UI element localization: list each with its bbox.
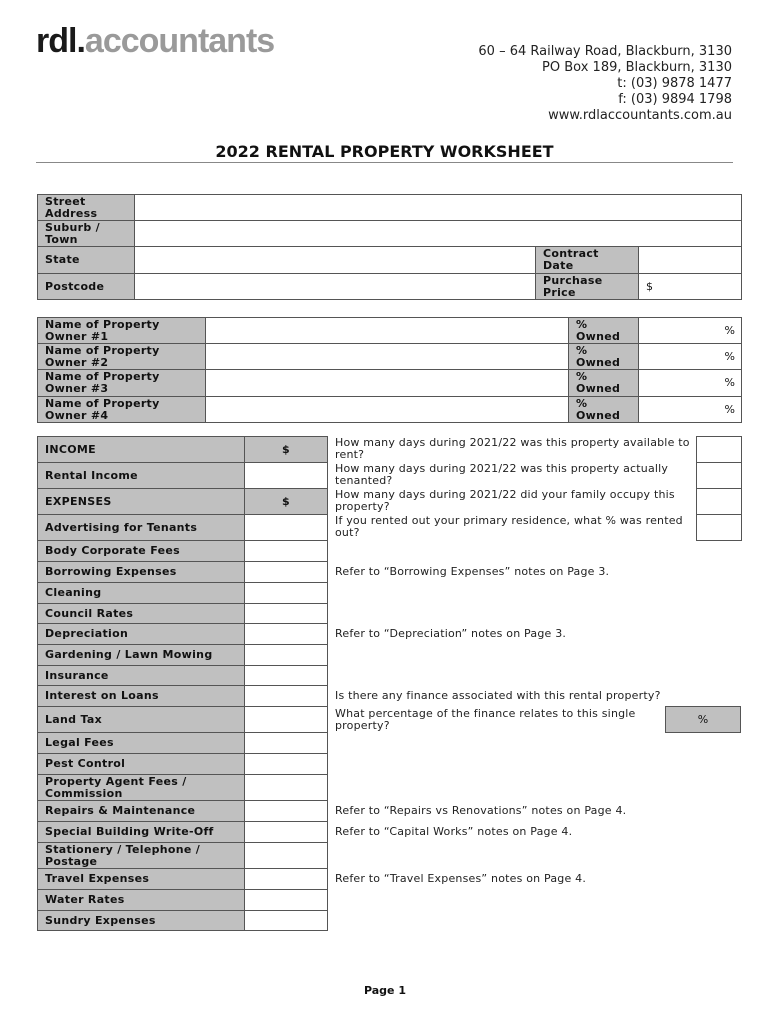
note-capital-works: Refer to “Capital Works” notes on Page 4.	[335, 825, 573, 838]
expense-label-insurance: Insurance	[37, 665, 245, 686]
owner-4-owned-label: % Owned	[568, 396, 639, 423]
fax-line: f: (03) 9894 1798	[618, 92, 732, 107]
expense-label-gardening: Gardening / Lawn Mowing	[37, 644, 245, 666]
owner-2-input[interactable]	[205, 343, 569, 370]
percent-sign: %	[724, 349, 735, 363]
expense-input-water-rates[interactable]	[244, 889, 328, 911]
logo	[36, 24, 274, 58]
owner-1-label: Name of Property Owner #1	[37, 317, 206, 344]
state-input[interactable]	[134, 246, 536, 274]
logo-bold-text: rdl.	[36, 22, 85, 60]
expense-input-borrowing[interactable]	[244, 561, 328, 583]
title-divider	[36, 162, 733, 163]
owner-3-owned-label: % Owned	[568, 369, 639, 397]
purchase-price-label: Purchase Price	[535, 273, 639, 300]
question-finance-pct: What percentage of the finance relates to this single property?	[335, 707, 636, 732]
street-address-input[interactable]	[134, 194, 742, 221]
owner-2-pct-input[interactable]	[638, 343, 742, 370]
expense-input-travel[interactable]	[244, 868, 328, 890]
expense-label-repairs: Repairs & Maintenance	[37, 800, 245, 822]
website-link[interactable]: www.rdlaccountants.com.au	[548, 108, 732, 123]
expense-input-advertising[interactable]	[244, 514, 328, 541]
postcode-label: Postcode	[37, 273, 135, 300]
expense-label-interest: Interest on Loans	[37, 685, 245, 707]
expense-label-cleaning: Cleaning	[37, 582, 245, 604]
expense-input-stationery[interactable]	[244, 842, 328, 869]
expense-input-council-rates[interactable]	[244, 603, 328, 624]
page-title: 2022 RENTAL PROPERTY WORKSHEET	[215, 142, 554, 161]
income-header: INCOME	[37, 436, 245, 463]
expense-input-agent-fees[interactable]	[244, 774, 328, 801]
question-days-family: How many days during 2021/22 did your family occupy this property?	[335, 488, 675, 513]
owner-1-input[interactable]	[205, 317, 569, 344]
address-line: PO Box 189, Blackburn, 3130	[542, 60, 732, 75]
expense-label-agent-fees: Property Agent Fees / Commission	[37, 774, 245, 801]
percent-sign: %	[724, 376, 735, 389]
expense-label-council-rates: Council Rates	[37, 603, 245, 624]
logo-light-text: accountants	[84, 22, 275, 60]
address-line: 60 – 64 Railway Road, Blackburn, 3130	[478, 44, 732, 59]
expenses-currency-header: $	[244, 488, 328, 515]
percent-sign: %	[724, 323, 735, 337]
street-address-label: Street Address	[37, 194, 135, 221]
expense-input-depreciation[interactable]	[244, 623, 328, 645]
expenses-header: EXPENSES	[37, 488, 245, 515]
rental-income-label: Rental Income	[37, 462, 245, 489]
contract-date-label: Contract Date	[535, 246, 639, 274]
expense-label-borrowing: Borrowing Expenses	[37, 561, 245, 583]
days-tenanted-input[interactable]	[696, 462, 742, 489]
owner-4-label: Name of Property Owner #4	[37, 396, 206, 423]
suburb-label: Suburb / Town	[37, 220, 135, 247]
expense-label-pest-control: Pest Control	[37, 753, 245, 775]
expense-label-body-corporate: Body Corporate Fees	[37, 540, 245, 562]
note-travel: Refer to “Travel Expenses” notes on Page 4.	[335, 872, 587, 885]
owner-3-pct-input[interactable]	[638, 369, 742, 397]
suburb-input[interactable]	[134, 220, 742, 247]
contract-date-input[interactable]	[638, 246, 742, 274]
days-family-input[interactable]	[696, 488, 742, 515]
finance-pct-input[interactable]	[665, 706, 741, 733]
days-available-input[interactable]	[696, 436, 742, 463]
expense-input-interest[interactable]	[244, 685, 328, 707]
expense-input-insurance[interactable]	[244, 665, 328, 686]
expense-label-stationery: Stationery / Telephone / Postage	[37, 842, 245, 869]
expense-input-sundry[interactable]	[244, 910, 328, 931]
expense-input-pest-control[interactable]	[244, 753, 328, 775]
owner-4-pct-input[interactable]	[638, 396, 742, 423]
owner-3-label: Name of Property Owner #3	[37, 369, 206, 397]
expense-input-gardening[interactable]	[244, 644, 328, 666]
expense-input-repairs[interactable]	[244, 800, 328, 822]
percent-sign: %	[724, 402, 735, 416]
note-borrowing: Refer to “Borrowing Expenses” notes on Page 3.	[335, 565, 610, 578]
owner-4-input[interactable]	[205, 396, 569, 423]
expense-label-land-tax: Land Tax	[37, 706, 245, 733]
owner-2-label: Name of Property Owner #2	[37, 343, 206, 370]
income-currency-header: $	[244, 436, 328, 463]
rental-income-input[interactable]	[244, 462, 328, 489]
address-block	[478, 44, 732, 124]
question-days-tenanted: How many days during 2021/22 was this property actually tenanted?	[335, 462, 669, 487]
owner-1-pct-input[interactable]	[638, 317, 742, 344]
expense-label-travel: Travel Expenses	[37, 868, 245, 890]
expense-label-sundry: Sundry Expenses	[37, 910, 245, 931]
expense-label-legal-fees: Legal Fees	[37, 732, 245, 754]
question-finance: Is there any finance associated with this rental property?	[335, 689, 661, 702]
owner-1-owned-label: % Owned	[568, 317, 639, 344]
owner-2-owned-label: % Owned	[568, 343, 639, 370]
dollar-sign: $	[646, 279, 653, 293]
note-depreciation: Refer to “Depreciation” notes on Page 3.	[335, 627, 567, 640]
question-days-available: How many days during 2021/22 was this property available to rent?	[335, 436, 690, 461]
expense-input-legal-fees[interactable]	[244, 732, 328, 754]
expense-input-body-corporate[interactable]	[244, 540, 328, 562]
state-label: State	[37, 246, 135, 274]
expense-label-building-writeoff: Special Building Write-Off	[37, 821, 245, 843]
pct-rented-input[interactable]	[696, 514, 742, 541]
postcode-input[interactable]	[134, 273, 536, 300]
expense-label-water-rates: Water Rates	[37, 889, 245, 911]
owner-3-input[interactable]	[205, 369, 569, 397]
expense-input-building-writeoff[interactable]	[244, 821, 328, 843]
expense-label-advertising: Advertising for Tenants	[37, 514, 245, 541]
expense-input-cleaning[interactable]	[244, 582, 328, 604]
expense-label-depreciation: Depreciation	[37, 623, 245, 645]
phone-line: t: (03) 9878 1477	[617, 76, 732, 91]
expense-input-land-tax[interactable]	[244, 706, 328, 733]
question-pct-rented: If you rented out your primary residence, what % was rented out?	[335, 514, 683, 539]
page-number: Page 1	[363, 984, 406, 997]
purchase-price-input[interactable]	[638, 273, 742, 300]
note-repairs: Refer to “Repairs vs Renovations” notes on Page 4.	[335, 804, 627, 817]
percent-sign: %	[697, 713, 709, 726]
